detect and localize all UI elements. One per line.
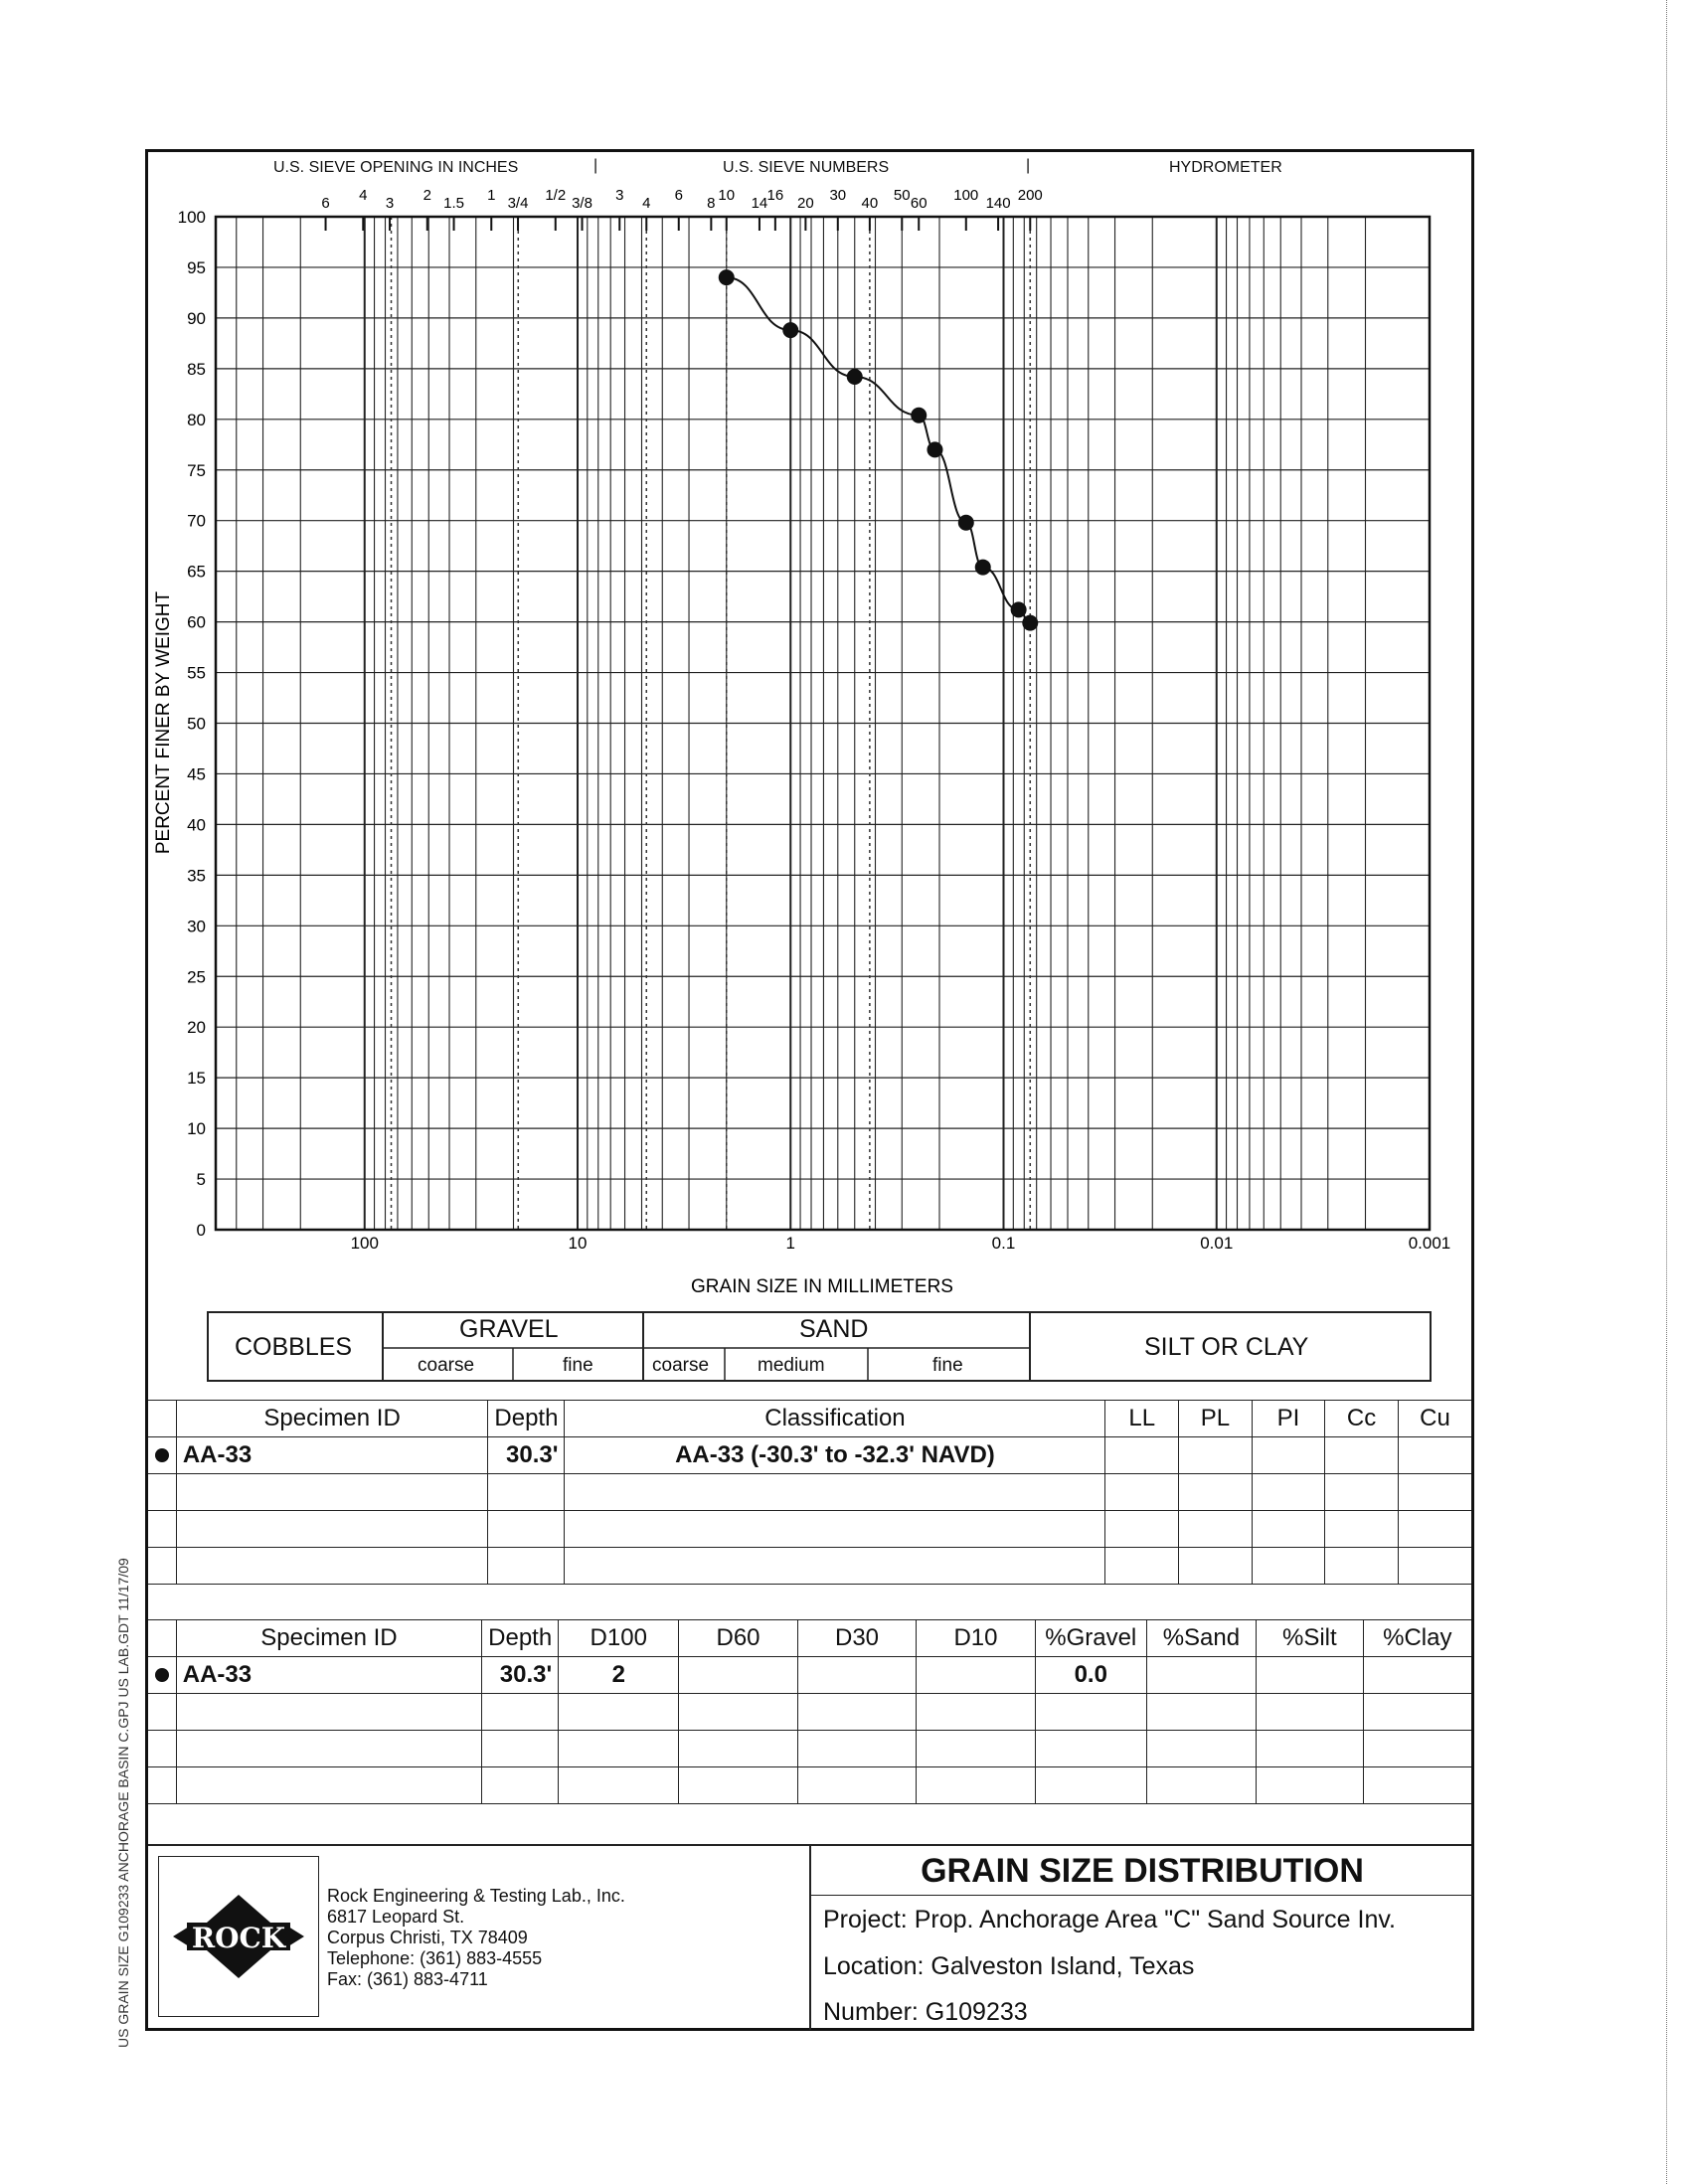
header-classification: Classification [565,1401,1105,1437]
d30-value [797,1657,916,1694]
specimen-depth: 30.3' [488,1437,565,1474]
header-clay: %Clay [1363,1620,1471,1657]
clay-percent-value [1363,1657,1471,1694]
pi-value [1252,1437,1324,1474]
y-tick-label: 85 [187,359,206,379]
sand-medium-label: medium [758,1355,825,1376]
header-ll: LL [1105,1401,1179,1437]
specimen-marker-cell [148,1437,176,1474]
y-tick-label: 60 [187,612,206,632]
silt-percent-value [1257,1657,1364,1694]
marker-header-cell [148,1401,176,1437]
sieve-numbers-header: U.S. SIEVE NUMBERS [723,159,890,176]
sieve-number-label: 30 [829,187,847,204]
specimen-depth: 30.3' [482,1657,559,1694]
hydrometer-header: HYDROMETER [1169,159,1282,176]
table-row [148,1657,1471,1694]
location-line: Location: Galveston Island, Texas [823,1952,1195,1980]
y-tick-label: 65 [187,562,206,582]
cc-value [1325,1437,1399,1474]
specimen-marker-cell [148,1657,176,1694]
table-row [148,1767,1471,1804]
sieve-number-label: 50 [893,187,911,204]
sieve-inch-label: 2 [422,187,431,204]
sieve-number-label: 20 [797,195,814,212]
x-axis-title: GRAIN SIZE IN MILLIMETERS [691,1276,953,1297]
header-specimen: Specimen ID [176,1401,488,1437]
cobbles-label: COBBLES [235,1333,353,1361]
header-silt: %Silt [1257,1620,1364,1657]
data-point [975,560,991,576]
lab-telephone: Telephone: (361) 883-4555 [327,1948,543,1968]
specimen-marker [155,1668,169,1682]
header-depth: Depth [482,1620,559,1657]
y-tick-label: 25 [187,967,206,987]
sieve-inch-label: 4 [359,187,368,204]
sand-coarse-label: coarse [652,1355,710,1376]
specimen-marker [155,1448,169,1462]
y-tick-label: 35 [187,866,206,886]
silt-clay-label: SILT OR CLAY [1144,1333,1309,1361]
y-tick-label: 40 [187,815,206,835]
lab-contact-info [327,1886,625,1990]
d100-value: 2 [559,1657,679,1694]
table-header-row [148,1620,1471,1657]
sieve-number-label: 6 [674,187,683,204]
gravel-fine-label: fine [563,1355,593,1376]
header-depth: Depth [488,1401,565,1437]
header-d100: D100 [559,1620,679,1657]
sieve-number-label: 16 [766,187,784,204]
data-point [719,269,735,285]
lab-address-street: 6817 Leopard St. [327,1907,465,1927]
sieve-number-label: 200 [1017,187,1043,204]
sieve-inches-header: U.S. SIEVE OPENING IN INCHES [273,159,519,176]
header-cu: Cu [1398,1401,1471,1437]
project-line: Project: Prop. Anchorage Area "C" Sand Source Inv. [823,1906,1396,1933]
table-row [148,1474,1471,1511]
y-tick-label: 0 [196,1221,206,1240]
y-tick-label: 90 [187,308,206,328]
company-logo-box [158,1856,319,2017]
sieve-number-label: 40 [861,195,879,212]
table-row [148,1437,1471,1474]
data-point [1022,615,1038,631]
table-row [148,1694,1471,1731]
y-tick-label: 70 [187,511,206,531]
sieve-number-label: 100 [953,187,979,204]
cu-value [1398,1437,1471,1474]
header-specimen: Specimen ID [176,1620,481,1657]
sieve-inch-label: 3/4 [507,195,529,212]
gravel-coarse-label: coarse [418,1355,475,1376]
sieve-inch-label: 1.5 [443,195,464,212]
x-tick-label: 0.1 [991,1234,1016,1253]
sand-label: SAND [799,1315,869,1343]
report-info-box [809,1846,1473,2030]
sieve-number-label: 14 [751,195,768,212]
header-d60: D60 [679,1620,797,1657]
report-divider [811,1895,1473,1896]
gravel-percent-value: 0.0 [1035,1657,1146,1694]
sieve-number-label: 10 [718,187,736,204]
lab-name: Rock Engineering & Testing Lab., Inc. [327,1886,625,1906]
data-point [927,441,942,457]
d60-value [679,1657,797,1694]
y-tick-label: 15 [187,1069,206,1089]
y-tick-label: 80 [187,410,206,429]
lab-address-city: Corpus Christi, TX 78409 [327,1928,528,1947]
header-divider-2: | [1026,157,1031,174]
lab-fax: Fax: (361) 883-4711 [327,1969,488,1989]
chart-grid [216,217,1430,1230]
gravel-label: GRAVEL [459,1315,559,1343]
atterberg-table [148,1400,1471,1585]
data-point [958,515,974,531]
x-tick-label: 1 [785,1234,795,1253]
y-tick-label: 10 [187,1119,206,1139]
sieve-size-ticks [321,187,1042,231]
sieve-number-label: 4 [642,195,651,212]
table-row [148,1511,1471,1548]
y-tick-label: 30 [187,917,206,936]
sieve-number-label: 8 [707,195,716,212]
sieve-inch-label: 3 [385,195,395,212]
header-d10: D10 [917,1620,1035,1657]
table-header-row [148,1401,1471,1437]
rock-logo [159,1857,318,2016]
table-row [148,1548,1471,1585]
marker-header-cell [148,1620,176,1657]
y-tick-label: 100 [177,208,206,227]
report-footer [148,1844,1471,2030]
y-tick-label: 55 [187,663,206,683]
sieve-number-label: 140 [985,195,1011,212]
data-point [847,369,863,385]
sieve-inch-label: 3/8 [572,195,592,212]
specimen-id: AA-33 [176,1657,481,1694]
report-title: GRAIN SIZE DISTRIBUTION [921,1852,1364,1890]
sieve-number-label: 60 [910,195,928,212]
y-tick-label: 75 [187,460,206,480]
x-tick-label: 10 [568,1234,588,1253]
y-axis-title: PERCENT FINER BY WEIGHT [153,590,174,855]
gradation-curve [719,269,1039,630]
header-pi: PI [1252,1401,1324,1437]
y-tick-label: 50 [187,714,206,734]
data-point [782,322,798,338]
data-point [1011,601,1027,617]
sieve-inch-label: 6 [321,195,330,212]
ll-value [1105,1437,1179,1474]
sieve-inch-label: 1 [487,187,496,204]
x-tick-label: 0.001 [1408,1234,1451,1253]
header-cc: Cc [1325,1401,1399,1437]
y-tick-label: 5 [196,1170,206,1190]
sieve-inch-label: 3 [615,187,624,204]
header-pl: PL [1179,1401,1253,1437]
sand-fine-label: fine [932,1355,963,1376]
header-sand: %Sand [1146,1620,1256,1657]
logo-text: ROCK [191,1922,286,1954]
file-reference-sidebar: US GRAIN SIZE G109233 ANCHORAGE BASIN C.GPJ US LAB.GDT 11/17/09 [115,1558,131,2048]
sieve-inch-label: 1/2 [545,187,567,204]
y-tick-label: 45 [187,764,206,784]
header-divider-1: | [593,157,598,174]
x-tick-label: 0.01 [1200,1234,1234,1253]
table-row [148,1731,1471,1767]
specimen-id: AA-33 [176,1437,488,1474]
y-tick-label: 95 [187,257,206,277]
number-line: Number: G109233 [823,1998,1028,2026]
x-tick-label: 100 [350,1234,379,1253]
d10-value [917,1657,1035,1694]
sand-percent-value [1146,1657,1256,1694]
y-tick-label: 20 [187,1018,206,1038]
header-gravel: %Gravel [1035,1620,1146,1657]
header-d30: D30 [797,1620,916,1657]
data-point [911,408,927,423]
pl-value [1179,1437,1253,1474]
axis-tick-labels [178,208,1451,1253]
specimen-classification: AA-33 (-30.3' to -32.3' NAVD) [565,1437,1105,1474]
gradation-table [148,1619,1471,1804]
